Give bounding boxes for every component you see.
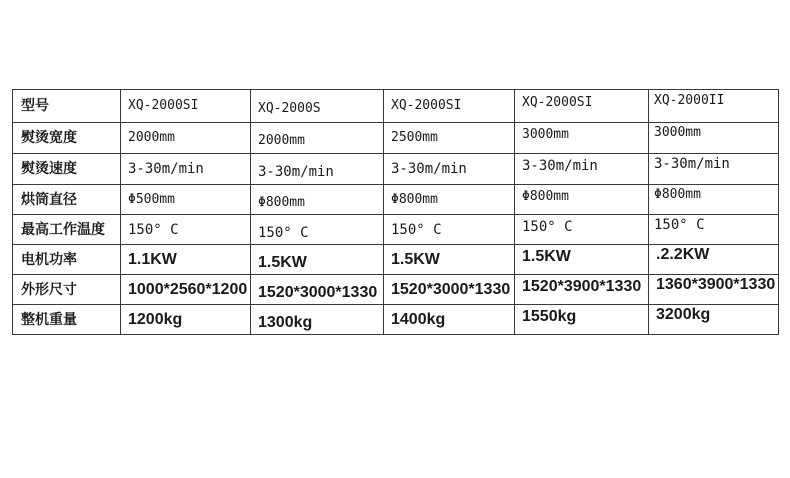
row-label: 熨烫速度 xyxy=(13,154,121,185)
table-cell: 1200kg xyxy=(128,310,183,328)
table-row-max-temperature xyxy=(13,215,779,245)
table-cell: 1300kg xyxy=(258,313,313,331)
table-cell: 1550kg xyxy=(522,307,577,325)
table-cell: 1.5KW xyxy=(258,253,307,271)
table-cell: XQ-2000SI xyxy=(128,98,199,113)
table-cell: 150° C xyxy=(654,216,705,233)
table-cell: 150° C xyxy=(522,218,573,235)
table-cell: 1360*3900*1330 xyxy=(656,275,776,293)
table-cell: 3000mm xyxy=(654,125,701,140)
table-row-model xyxy=(13,90,779,123)
table-cell: 1520*3000*1330 xyxy=(258,283,378,301)
table-cell: 3-30m/min xyxy=(391,161,467,177)
table-cell: Φ800mm xyxy=(391,191,438,207)
table-cell: 1400kg xyxy=(391,310,446,328)
table-cell: 3200kg xyxy=(656,305,711,323)
table-cell: 1520*3900*1330 xyxy=(522,277,642,295)
table-row-weight xyxy=(13,305,779,335)
row-label: 电机功率 xyxy=(13,245,121,275)
table-cell: 150° C xyxy=(128,221,179,238)
table-cell: .2.2KW xyxy=(656,245,710,263)
table-cell: 3-30m/min xyxy=(522,158,598,174)
table-cell: Φ800mm xyxy=(522,188,569,204)
table-cell: 1.1KW xyxy=(128,250,177,268)
table-cell: XQ-2000II xyxy=(654,93,725,108)
table-cell: 150° C xyxy=(391,221,442,238)
table-row-ironing-speed xyxy=(13,154,779,185)
row-label: 最高工作温度 xyxy=(13,215,121,245)
table-cell: XQ-2000S xyxy=(258,101,321,116)
table-cell: Φ800mm xyxy=(258,194,305,210)
table-cell: 3-30m/min xyxy=(654,156,730,172)
table-cell: 1000*2560*1200 xyxy=(128,280,248,298)
table-cell: Φ800mm xyxy=(654,186,701,202)
row-label: 熨烫宽度 xyxy=(13,123,121,154)
table-cell: 150° C xyxy=(258,224,309,241)
table-cell: 1.5KW xyxy=(522,247,571,265)
row-label: 型号 xyxy=(13,90,121,123)
table-cell: 1.5KW xyxy=(391,250,440,268)
table-row-motor-power xyxy=(13,245,779,275)
table-cell: 3-30m/min xyxy=(128,161,204,177)
table-cell: Φ500mm xyxy=(128,191,175,207)
table-cell: 2000mm xyxy=(258,133,305,148)
table-cell: 2500mm xyxy=(391,130,438,145)
table-row-dimensions xyxy=(13,275,779,305)
row-label: 外形尺寸 xyxy=(13,275,121,305)
table-row-drum-diameter xyxy=(13,185,779,215)
spec-table xyxy=(12,89,779,335)
row-label: 整机重量 xyxy=(13,305,121,335)
table-cell: 2000mm xyxy=(128,130,175,145)
table-cell: 3-30m/min xyxy=(258,164,334,180)
table-row-ironing-width xyxy=(13,123,779,154)
table-cell: XQ-2000SI xyxy=(391,98,462,113)
table-cell: XQ-2000SI xyxy=(522,95,593,110)
row-label: 烘筒直径 xyxy=(13,185,121,215)
table-cell: 1520*3000*1330 xyxy=(391,280,511,298)
table-cell: 3000mm xyxy=(522,127,569,142)
